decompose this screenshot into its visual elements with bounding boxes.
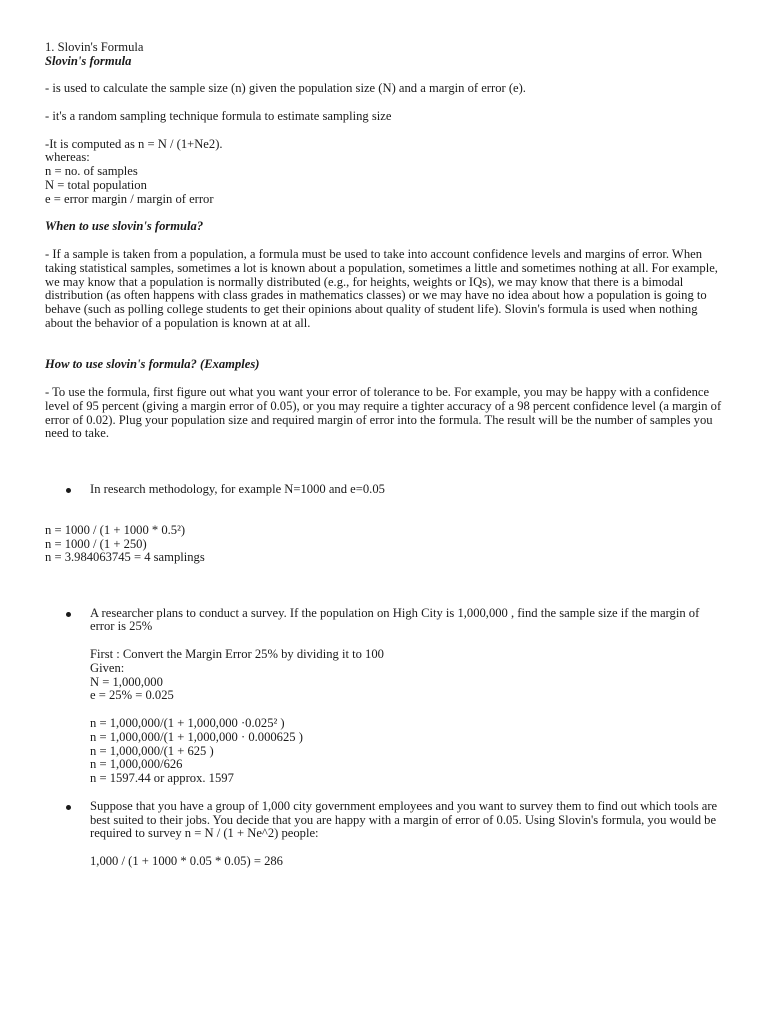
calc-step: n = 1,000,000/626 xyxy=(90,757,183,772)
formula-line: -It is computed as n = N / (1+Ne2). xyxy=(45,136,223,151)
example-2-line: Given: xyxy=(90,660,125,675)
example-1-text: In research methodology, for example N=1000 and e=0.05 xyxy=(90,481,385,496)
calc-step: n = 1,000,000/(1 + 625 ) xyxy=(90,743,214,758)
bullet-icon xyxy=(66,612,71,617)
whereas-label: whereas: xyxy=(45,150,90,165)
intro-line-1: - is used to calculate the sample size (n) given the population size (N) and a margin of error (e). xyxy=(45,81,526,96)
definition-e: e = error margin / margin of error xyxy=(45,191,214,206)
when-heading: When to use slovin's formula? xyxy=(45,219,204,234)
example-2-line: N = 1,000,000 xyxy=(90,674,163,689)
formula-definition xyxy=(45,138,725,207)
example-2-line: e = 25% = 0.025 xyxy=(90,688,174,703)
example-2-bullet xyxy=(45,607,725,786)
example-1-calculation xyxy=(45,524,725,565)
example-3-text: Suppose that you have a group of 1,000 city government employees and you want to survey them to find out which tools are best suited to their jobs. You decide that you are happy with a margin of error of 0.05. Using Slovin's formula, you would be required to survey n = N / (1 + Ne^2) people: xyxy=(90,798,718,841)
calc-step: n = 1,000,000/(1 + 1,000,000 · 0.000625 ) xyxy=(90,729,303,744)
bullet-icon xyxy=(66,488,71,493)
calc-step: n = 3.984063745 = 4 samplings xyxy=(45,550,205,565)
bullet-icon xyxy=(66,805,71,810)
how-heading: How to use slovin's formula? (Examples) xyxy=(45,357,260,372)
calc-step: n = 1000 / (1 + 250) xyxy=(45,536,147,551)
example-2-text: A researcher plans to conduct a survey. If the population on High City is 1,000,000 , find the sample size if the margin of error is 25% xyxy=(90,605,700,634)
when-paragraph: - If a sample is taken from a population, a formula must be used to take into account confidence levels and margins of error. When taking statistical samples, sometimes a lot is known about a population, sometimes a little and sometimes nothing at all. For example, we may know that a population is normally distributed (e.g., for heights, weights or IQs), we may know that there is a bimodal distribution (as often happens with class grades in mathematics classes) or we may have no idea about how a population is going to behave (such as polling college students to get their opinions about quality of student life). Slovin's formula is used when nothing about the behavior of a population is known at at all. xyxy=(45,246,718,330)
example-1-bullet xyxy=(45,483,725,497)
calc-step: n = 1000 / (1 + 1000 * 0.5²) xyxy=(45,522,186,537)
calc-step: n = 1597.44 or approx. 1597 xyxy=(90,771,234,786)
definition-N: N = total population xyxy=(45,177,147,192)
how-paragraph: - To use the formula, first figure out what you want your error of tolerance to be. For example, you may be happy with a confidence level of 95 percent (giving a margin error of 0.05), or you may require a tighter accuracy of a 98 percent confidence level (a margin of error of 0.02). Plug your population size and required margin of error into the formula. The result will be the number of samples you need to take. xyxy=(45,384,722,441)
section-subheading: Slovin's formula xyxy=(45,53,132,68)
intro-line-2: - it's a random sampling technique formula to estimate sampling size xyxy=(45,108,392,123)
example-3-bullet xyxy=(45,800,725,869)
document-page xyxy=(45,41,725,869)
calc-step: n = 1,000,000/(1 + 1,000,000 ·0.025² ) xyxy=(90,716,285,731)
example-2-line: First : Convert the Margin Error 25% by dividing it to 100 xyxy=(90,647,384,662)
section-heading: 1. Slovin's Formula xyxy=(45,40,144,54)
calc-step: 1,000 / (1 + 1000 * 0.05 * 0.05) = 286 xyxy=(90,854,283,869)
definition-n: n = no. of samples xyxy=(45,164,138,179)
